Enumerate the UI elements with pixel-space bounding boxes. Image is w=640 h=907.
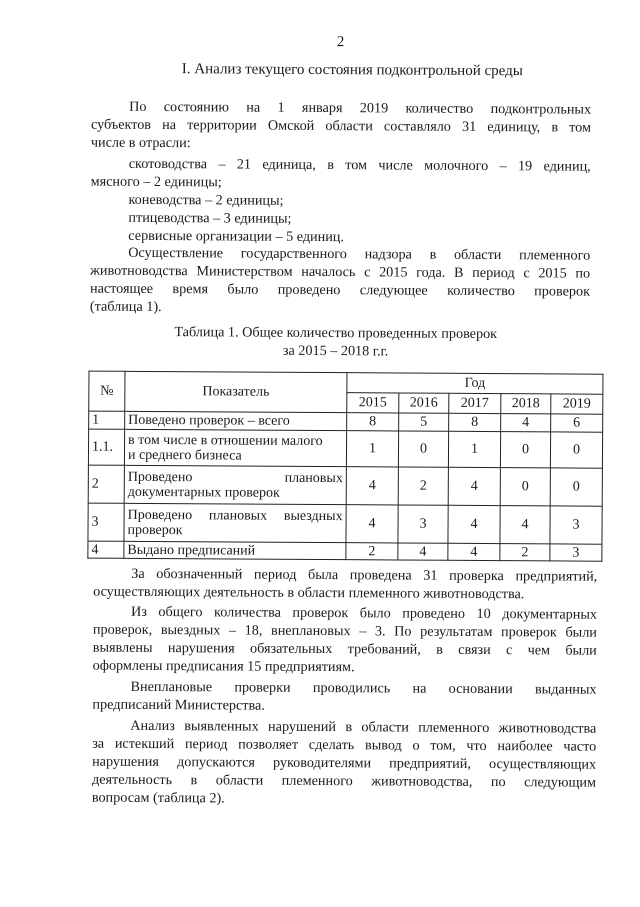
- row-value: 3: [550, 506, 602, 544]
- intro-line-1: По состоянию на 1 января 2019 количество подконтрольных: [129, 98, 592, 118]
- row-value: 4: [500, 506, 550, 544]
- list-line-2: мясного – 2 единицы;: [90, 173, 222, 191]
- analysis-line-3: нарушения допускаются руководителями предприятий, осуществляющих: [92, 753, 597, 773]
- header-year: 2019: [551, 394, 603, 414]
- analysis-line-2: за истекший период позволяет сделать вывод о том, что наиболее часто: [92, 735, 597, 755]
- table-header-row: [89, 371, 603, 394]
- summary-line-1: За обозначенный период была проведена 31 проверка предприятий,: [131, 565, 598, 585]
- page-number: 2: [336, 34, 345, 51]
- row-value: 4: [346, 467, 398, 505]
- header-year: 2015: [347, 393, 399, 413]
- breakdown-line-2: проверок, выездных – 18, внеплановых – 3. По результатам проверок были: [92, 621, 597, 641]
- table-row: [88, 541, 602, 561]
- intro-line-2: субъектов на территории Омской области составляло 31 единицу, в том: [90, 116, 592, 136]
- analysis-line-5: вопросам (таблица 2).: [91, 789, 225, 807]
- header-num: №: [89, 371, 125, 411]
- header-indicator: Показатель: [125, 371, 347, 412]
- row-label: [124, 429, 346, 466]
- supervision-line-2: животноводства Министерством началось с 2015 года. В период с 2015 по: [90, 262, 591, 282]
- supervision-line-1: Осуществление государственного надзора в области племенного: [128, 244, 591, 264]
- row-value: 2: [346, 543, 398, 560]
- row-value: 4: [448, 467, 500, 505]
- supervision-line-4: (таблица 1).: [89, 298, 162, 316]
- row-value: 8: [347, 413, 399, 431]
- row-value: 0: [500, 468, 550, 506]
- row-value: 3: [398, 505, 448, 543]
- row-value: 2: [398, 467, 448, 505]
- intro-line-3: числе в отрасли:: [90, 134, 191, 152]
- header-year: 2018: [501, 394, 551, 414]
- breakdown-line-3: выявлены нарушения обязательных требований, в связи с чем были: [92, 639, 597, 659]
- row-value: 8: [449, 413, 501, 431]
- row-value: 1: [448, 431, 500, 467]
- table-caption-line-2: за 2015 – 2018 г.г.: [282, 342, 389, 360]
- row-num: 1: [89, 411, 125, 429]
- analysis-line-1: Анализ выявленных нарушений в области племенного животноводства: [130, 717, 597, 737]
- section-heading: I. Анализ текущего состояния подконтрольной среды: [181, 61, 523, 80]
- row-label-line: и среднего бизнеса: [127, 447, 242, 464]
- row-label-line: проверок: [127, 522, 183, 538]
- table-row: [88, 429, 602, 468]
- row-value: 0: [550, 432, 602, 468]
- row-value: 6: [551, 414, 603, 432]
- row-value: 1: [346, 431, 398, 467]
- list-line-1: скотоводства – 21 единица, в том числе молочного – 19 единиц,: [128, 155, 591, 175]
- header-year: 2016: [399, 393, 449, 413]
- row-value: 0: [398, 431, 448, 467]
- row-value: 4: [398, 543, 448, 560]
- row-value: 4: [346, 505, 398, 543]
- header-year: 2017: [449, 393, 501, 413]
- row-value: 4: [448, 505, 500, 543]
- row-label: [124, 503, 346, 542]
- table-caption-line-1: Таблица 1. Общее количество проведенных проверок: [174, 324, 498, 343]
- row-num: 1.1.: [88, 429, 124, 465]
- row-value: 4: [448, 543, 500, 560]
- row-num: 2: [88, 465, 124, 503]
- supervision-line-3: настоящее время было проведено следующее количество проверок: [89, 280, 591, 300]
- list-line-4: птицеводства – 3 единицы;: [128, 209, 292, 227]
- row-label-line: Проведено плановых: [127, 469, 343, 486]
- header-year-group: Год: [347, 373, 603, 395]
- list-line-5: сервисные организации – 5 единиц.: [128, 227, 345, 246]
- row-label: Поведено проверок – всего: [125, 411, 347, 430]
- row-value: 0: [550, 468, 602, 506]
- row-value: 0: [500, 432, 550, 468]
- row-label-line: в том числе в отношении малого: [128, 432, 323, 449]
- summary-line-2: осуществляющих деятельность в области племенного животноводства.: [93, 583, 525, 603]
- breakdown-line-4: оформлены предписания 15 предприятиям.: [92, 657, 355, 676]
- row-value: 4: [501, 414, 551, 432]
- list-line-3: коневодства – 2 единицы;: [128, 191, 284, 209]
- row-value: 3: [550, 544, 602, 561]
- analysis-line-4: деятельность в области племенного животноводства, по следующим: [91, 771, 597, 791]
- row-label-line: Проведено плановых выездных: [127, 507, 343, 524]
- unscheduled-line-1: Внеплановые проверки проводились на основании выданных: [130, 678, 597, 698]
- row-num: 3: [88, 503, 124, 541]
- row-value: 2: [500, 544, 550, 561]
- unscheduled-line-2: предписаний Министерства.: [92, 696, 265, 714]
- row-label-line: документарных проверок: [127, 484, 280, 501]
- row-label: Выдано предписаний: [124, 541, 346, 559]
- table-row: [88, 465, 602, 506]
- breakdown-line-1: Из общего количества проверок было проведено 10 документарных: [130, 603, 598, 623]
- table-row: [88, 503, 602, 544]
- row-label: [124, 465, 346, 504]
- inspections-table: [87, 371, 603, 562]
- row-num: 4: [88, 541, 124, 558]
- row-value: 5: [399, 413, 449, 431]
